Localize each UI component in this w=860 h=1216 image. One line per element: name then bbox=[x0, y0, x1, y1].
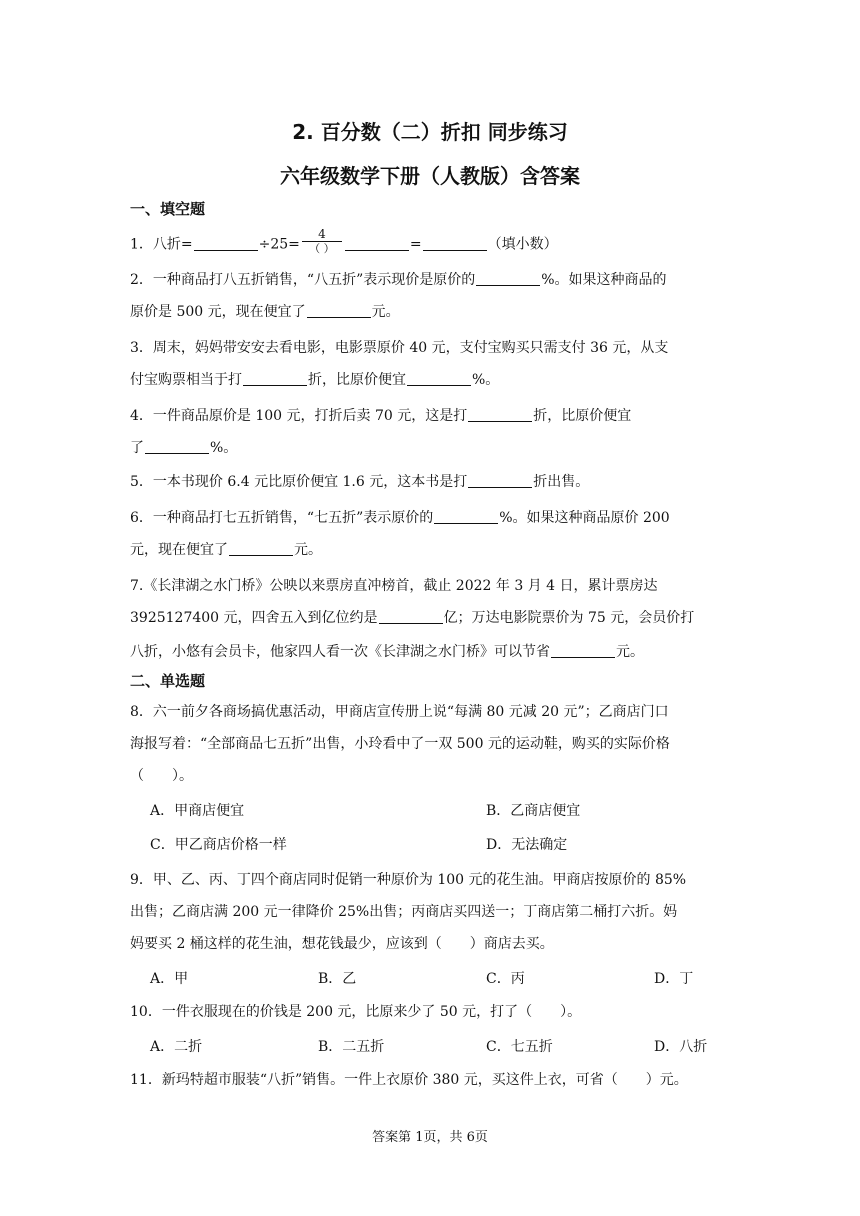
answer-blank bbox=[307, 303, 371, 318]
question-1 bbox=[130, 227, 730, 259]
q6-text: 元。 bbox=[294, 542, 322, 558]
answer-blank bbox=[423, 236, 487, 251]
question-7-line-3 bbox=[130, 642, 730, 662]
q7-text: 元。 bbox=[616, 644, 644, 660]
q4-text: 了 bbox=[130, 440, 144, 456]
question-2-line-1 bbox=[130, 270, 730, 290]
section-fill-heading: 一、填空题 bbox=[130, 200, 206, 218]
q3-text: 付宝购票相当于打 bbox=[130, 372, 242, 388]
page-footer: 答案第 1页，共 6页 bbox=[372, 1130, 488, 1145]
question-6-line-1 bbox=[130, 508, 730, 528]
q1-text-b: ÷25= bbox=[258, 236, 300, 253]
q4-text: %。 bbox=[210, 440, 238, 456]
answer-blank bbox=[243, 371, 307, 386]
question-7-line-2 bbox=[130, 608, 730, 628]
fraction-denominator: （ ） bbox=[309, 242, 335, 255]
question-9-line-1: 9．甲、乙、丙、丁四个商店同时促销一种原价为 100 元的花生油。甲商店按原价的 85% bbox=[130, 872, 687, 888]
answer-blank bbox=[379, 609, 443, 624]
answer-blank bbox=[476, 271, 540, 286]
fraction bbox=[302, 227, 342, 256]
q8-option-d[interactable]: D．无法确定 bbox=[486, 837, 568, 853]
fraction-numerator: 4 bbox=[302, 227, 342, 242]
q2-text: %。如果这种商品的 bbox=[541, 272, 667, 288]
question-8-line-3: （ ）。 bbox=[130, 768, 193, 784]
q7-text: 3925127400 元，四舍五入到亿位约是 bbox=[130, 610, 378, 626]
q7-text: 亿；万达电影院票价为 75 元，会员价打 bbox=[443, 610, 695, 626]
answer-blank bbox=[407, 371, 471, 386]
q9-option-b[interactable]: B．乙 bbox=[318, 971, 357, 987]
q4-text: 4．一件商品原价是 100 元，打折后卖 70 元，这是打 bbox=[130, 408, 468, 424]
q8-option-c[interactable]: C．甲乙商店价格一样 bbox=[150, 837, 287, 853]
question-4-line-2 bbox=[130, 438, 730, 458]
answer-blank bbox=[145, 439, 209, 454]
answer-blank bbox=[468, 407, 532, 422]
q10-option-a[interactable]: A．二折 bbox=[150, 1039, 203, 1055]
q6-text: 6．一种商品打七五折销售，“七五折”表示原价的 bbox=[130, 510, 434, 526]
answer-blank bbox=[434, 509, 498, 524]
q1-text-d: （填小数） bbox=[487, 236, 558, 253]
q1-text-c: = bbox=[409, 236, 422, 253]
question-9-line-3: 妈要买 2 桶这样的花生油，想花钱最少，应该到（ ）商店去买。 bbox=[130, 936, 554, 952]
question-4-line-1 bbox=[130, 406, 730, 426]
question-11-line-1: 11．新玛特超市服装“八折”销售。一件上衣原价 380 元，买这件上衣，可省（ ）元。 bbox=[130, 1072, 688, 1088]
question-8-line-2: 海报写着：“全部商品七五折”出售，小玲看中了一双 500 元的运动鞋，购买的实际价格 bbox=[130, 736, 670, 752]
question-2-line-2 bbox=[130, 302, 730, 322]
answer-blank bbox=[468, 473, 532, 488]
question-6-line-2 bbox=[130, 540, 730, 560]
question-3-line-2 bbox=[130, 370, 730, 390]
document-subtitle: 六年级数学下册（人教版）含答案 bbox=[280, 164, 580, 188]
q3-text: 折，比原价便宜 bbox=[308, 372, 406, 388]
q7-text: 八折，小悠有会员卡，他家四人看一次《长津湖之水门桥》可以节省 bbox=[130, 644, 550, 660]
q5-text: 折出售。 bbox=[533, 474, 590, 490]
answer-blank bbox=[551, 643, 615, 658]
answer-blank bbox=[194, 236, 258, 251]
answer-blank bbox=[345, 236, 409, 251]
q10-option-b[interactable]: B．二五折 bbox=[318, 1039, 385, 1055]
q6-text: 元，现在便宜了 bbox=[130, 542, 228, 558]
q9-option-c[interactable]: C．丙 bbox=[486, 971, 525, 987]
answer-blank bbox=[229, 541, 293, 556]
q2-text: 元。 bbox=[371, 304, 400, 320]
question-3-line-1: 3．周末，妈妈带安安去看电影，电影票原价 40 元，支付宝购买只需支付 36 元，从支 bbox=[130, 340, 669, 356]
q5-text: 5．一本书现价 6.4 元比原价便宜 1.6 元，这本书是打 bbox=[130, 474, 468, 490]
section-choice-heading: 二、单选题 bbox=[130, 672, 206, 690]
q3-text: %。 bbox=[472, 372, 500, 388]
q6-text: %。如果这种商品原价 200 bbox=[499, 510, 670, 526]
question-7-line-1: 7.《长津湖之水门桥》公映以来票房直冲榜首，截止 2022 年 3 月 4 日，累计票房达 bbox=[130, 578, 658, 594]
q10-option-c[interactable]: C．七五折 bbox=[486, 1039, 553, 1055]
question-10-line-1: 10．一件衣服现在的价钱是 200 元，比原来少了 50 元，打了（ ）。 bbox=[130, 1004, 582, 1020]
q4-text: 折，比原价便宜 bbox=[533, 408, 632, 424]
q2-text: 2．一种商品打八五折销售，“八五折”表示现价是原价的 bbox=[130, 272, 476, 288]
q9-option-a[interactable]: A．甲 bbox=[150, 971, 189, 987]
q2-text: 原价是 500 元，现在便宜了 bbox=[130, 304, 306, 320]
q8-option-a[interactable]: A．甲商店便宜 bbox=[150, 803, 245, 819]
q9-option-d[interactable]: D．丁 bbox=[654, 971, 694, 987]
q8-option-b[interactable]: B．乙商店便宜 bbox=[486, 803, 581, 819]
q1-text-a: 1．八折= bbox=[130, 236, 193, 253]
question-8-line-1: 8．六一前夕各商场搞优惠活动，甲商店宣传册上说“每满 80 元减 20 元”；乙商店门口 bbox=[130, 704, 669, 720]
document-title: 2. 百分数（二）折扣 同步练习 bbox=[292, 120, 568, 144]
question-9-line-2: 出售；乙商店满 200 元一律降价 25%出售；丙商店买四送一；丁商店第二桶打六折。妈 bbox=[130, 904, 678, 920]
q10-option-d[interactable]: D．八折 bbox=[654, 1039, 708, 1055]
question-5 bbox=[130, 472, 730, 492]
